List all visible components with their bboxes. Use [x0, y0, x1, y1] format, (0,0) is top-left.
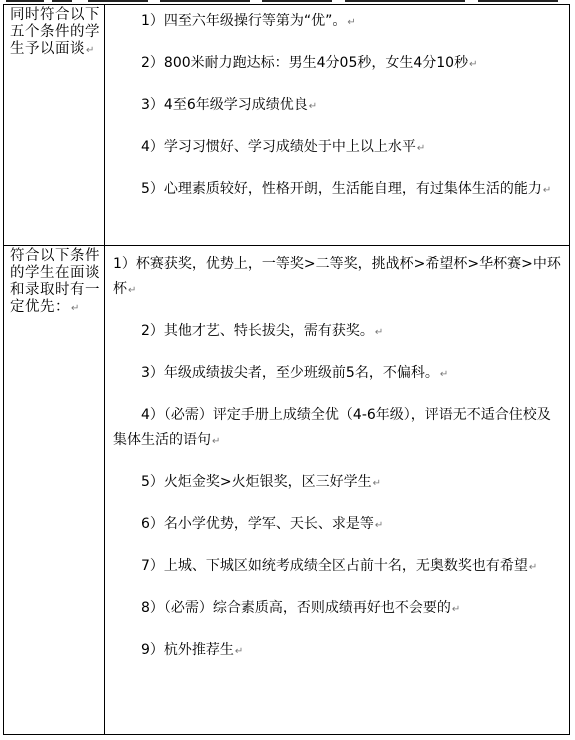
- table-row: [4, 246, 570, 735]
- row-label-text: 符合以下条件的学生在面谈和录取时有一定优先：: [10, 248, 100, 315]
- row-label-text: 同时符合以下五个条件的学生予以面谈: [10, 7, 100, 57]
- row-label-priority: 符合以下条件的学生在面谈和录取时有一定优先：↵: [4, 246, 105, 735]
- admission-criteria-table: [3, 4, 570, 735]
- list-item: 1）杯赛获奖，优势上，一等奖>二等奖，挑战杯>希望杯>华杯赛>中环杯↵: [113, 256, 561, 297]
- list-item: 3）年级成绩拔尖者，至少班级前5名，不偏科。↵: [141, 365, 449, 381]
- list-item: 2）其他才艺、特长拔尖，需有获奖。↵: [141, 323, 384, 339]
- list-item: 5）心理素质较好，性格开朗，生活能自理，有过集体生活的能力↵: [141, 181, 552, 197]
- row-content-priority: [105, 246, 570, 735]
- list-item: 6）名小学优势，学军、天长、求是等↵: [141, 516, 384, 532]
- table-row: [4, 5, 570, 246]
- list-item: 1）四至六年级操行等第为“优”。↵: [141, 13, 356, 29]
- row-label-interview: 同时符合以下五个条件的学生予以面谈↵: [4, 5, 105, 246]
- row-content-interview: [105, 5, 570, 246]
- list-item: 4）（必需）评定手册上成绩全优（4-6年级），评语无不适合住校及集体生活的语句↵: [113, 407, 551, 448]
- list-item: 7）上城、下城区如统考成绩全区占前十名，无奥数奖也有希望↵: [141, 558, 538, 574]
- list-item: 3）4至6年级学习成绩优良↵: [141, 97, 318, 113]
- list-item: 9）杭外推荐生↵: [141, 642, 244, 658]
- list-item: 2）800米耐力跑达标：男生4分05秒，女生4分10秒↵: [141, 55, 478, 71]
- list-item: 8）（必需）综合素质高，否则成绩再好也不会要的↵: [141, 600, 461, 616]
- list-item: 4）学习习惯好、学习成绩处于中上以上水平↵: [141, 139, 426, 155]
- list-item: 5）火炬金奖>火炬银奖，区三好学生↵: [141, 474, 382, 490]
